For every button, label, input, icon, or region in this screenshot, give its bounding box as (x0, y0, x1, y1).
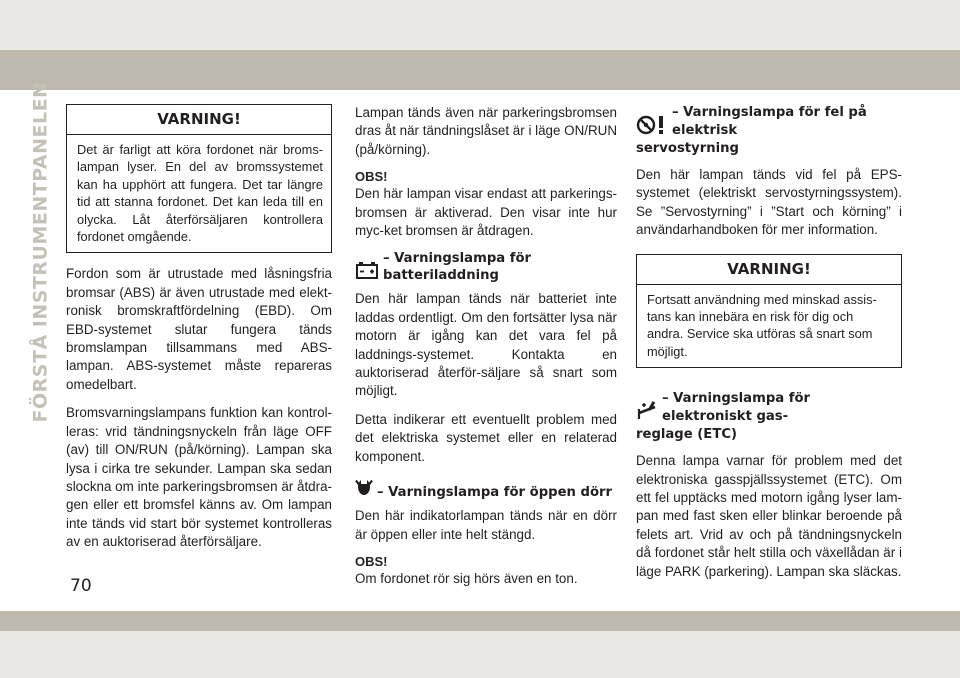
heading-etc-line2: reglage (ETC) (636, 427, 738, 443)
paragraph-battery-2: Detta indikerar ett eventuellt problem med det elektriska systemet eller en relaterad komponent. (355, 411, 617, 464)
heading-etc (636, 390, 902, 444)
header-bar (0, 0, 960, 50)
header-band (0, 50, 960, 90)
heading-door (355, 476, 617, 501)
chapter-title: FÖRSTÅ INSTRUMENTPANELEN (29, 81, 51, 423)
page-number: 70 (70, 576, 92, 596)
open-door-icon (355, 476, 373, 501)
note-label: OBS! (355, 169, 388, 185)
heading-eps (636, 104, 902, 158)
note-text: Den här lampan visar endast att parkerings-bromsen är aktiverad. Den visar inte hur myc-ket bromsen är åtdragen. (355, 186, 617, 239)
note-text-2: Om fordonet rör sig hörs även en ton. (355, 570, 578, 586)
warning-title-2: VARNING! (637, 255, 901, 285)
paragraph-ebd: Fordon som är utrustade med låsningsfria bromsar (ABS) är även utrustade med elekt-ronisk bromskraftfördelning (EBD). Om EBD-systemet slutar fungera tänds bromslampan tillsammans med ABS-lampan. ABS-systemet måste repareras omedelbart. (66, 266, 332, 392)
heading-door-text: – Varningslampa för öppen dörr (377, 485, 613, 501)
footer-band (0, 611, 960, 631)
paragraph-battery-1: Den här lampan tänds när batteriet inte laddas ordentligt. Om den fortsätter lysa när motorn är igång kan det vara fel på laddnings-systemet. Kontakta en auktoriserad återför-säljare så snart som möjligt. (355, 291, 617, 399)
chapter-side-tab (26, 81, 54, 423)
paragraph-etc: Denna lampa varnar för problem med det elektroniska gasspjällssystemet (ETC). Om ett fel upptäcks med motorn igång lyser lam-pan med fast sken eller blinkar beroende på felets art. Vrid av och på tändningsnyckeln då fordonet står helt stilla och växellådan är i läge PARK (parkering). Lampan ska släckas. (636, 453, 902, 579)
heading-battery (355, 250, 617, 284)
paragraph-parking-brake: Lampan tänds även när parkeringsbromsen dras åt när tändningslåset är i läge ON/RUN (på/körning). (355, 105, 617, 157)
warning-text: Det är farligt att köra fordonet när broms-lampan lyser. En del av bromssystemet kan ha upphört att fungera. Det tar längre tid att stanna fordonet. Det kan leda till en olycka. Låt återförsäljaren kontrollera fordonet omgående. (77, 142, 323, 245)
throttle-warning-icon (636, 401, 658, 426)
column-middle (355, 104, 617, 598)
heading-eps-line1: – Varningslampa för fel på elektrisk (672, 105, 867, 138)
paragraph-brake-check: Bromsvarningslampans funktion kan kontrol-leras: vrid tändningsnyckeln från läge OFF (av) till ON/RUN (på/körning). Lampan ska lysa i cirka tre sekunder. Lampan ska sedan slockna om inte parkeringsbromsen är åtdra-gen eller ett bromsfel känns av. Om lampan inte tänds vid start bör systemet kontrolleras av en auktoriserad återförsäljare. (66, 405, 332, 550)
header-divider (0, 90, 960, 92)
steering-warning-icon (636, 115, 668, 140)
heading-eps-line2: servostyrning (636, 141, 739, 156)
heading-etc-line1: – Varningslampa för elektroniskt gas- (662, 391, 811, 425)
note-label-2: OBS! (355, 553, 388, 569)
footer-bar (0, 631, 960, 678)
warning-box-eps (636, 254, 902, 369)
column-left (66, 104, 332, 562)
warning-text-2: Fortsatt användning med minskad assis-tans kan innebära en risk för dig och andra. Service ska utföras så snart som möjligt. (647, 291, 877, 359)
column-right (636, 104, 902, 591)
paragraph-door: Den här indikatorlampan tänds när en dörr är öppen eller inte helt stängd. (355, 508, 617, 542)
warning-box-brake (66, 104, 332, 253)
paragraph-eps: Den här lampan tänds vid fel på EPS-systemet (elektriskt servostyrningssystem). Se ”Servostyrning” i ”Start och körning” i användarhandboken för mer information. (636, 167, 902, 238)
warning-title: VARNING! (67, 105, 331, 135)
heading-battery-text: – Varningslampa för batteriladdning (383, 251, 532, 284)
battery-icon (355, 261, 379, 284)
